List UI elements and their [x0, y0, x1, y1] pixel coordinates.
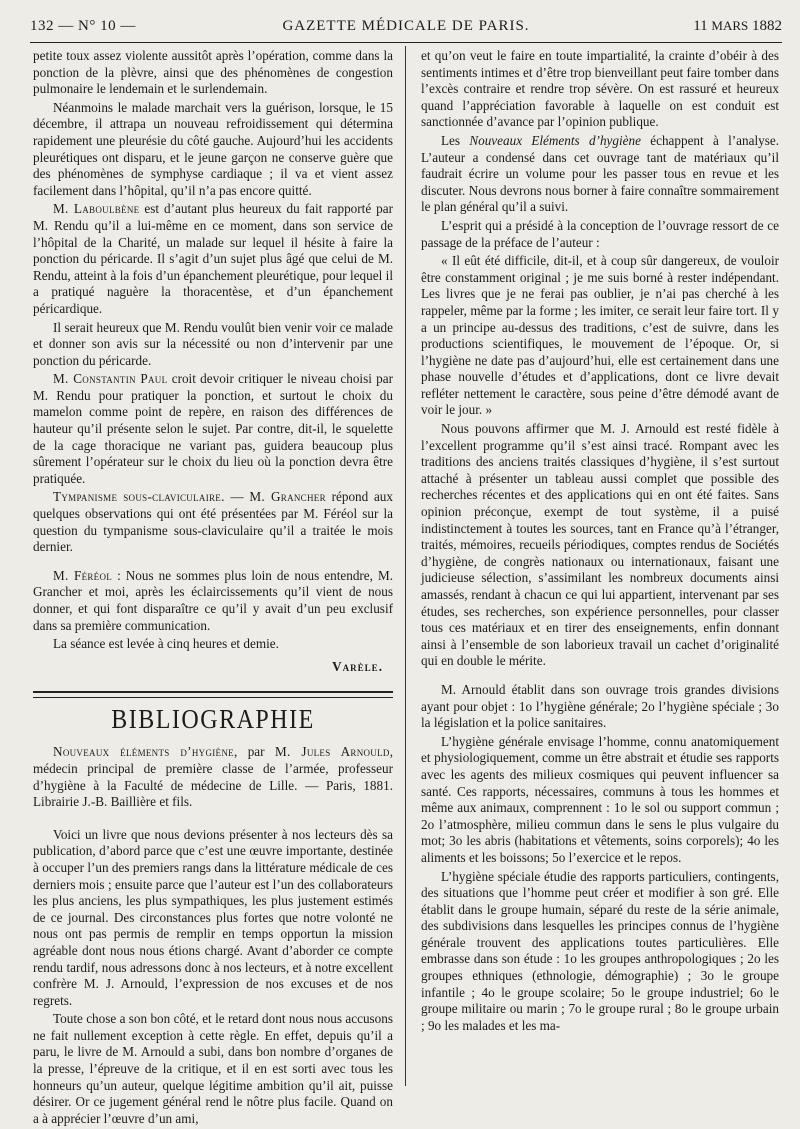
journal-title: GAZETTE MÉDICALE DE PARIS. [282, 18, 530, 34]
paragraph-text: échappent à l’analyse. L’auteur a condensé dans cet ouvrage tant de matériaux qu’il faudrait écrire un volume pour les passer tous en revue et les discuter. Nous devrons nous borner à faire connaître sommairement le plan général qu’il a suivi. [421, 132, 779, 215]
paragraph [421, 133, 779, 216]
speaker-name: M. Constantin Paul [53, 371, 168, 387]
paragraph: L’esprit qui a présidé à la conception de l’ouvrage ressort de ce passage de la préface de l’auteur : [421, 217, 779, 250]
issue-date [693, 18, 782, 35]
book-title: Nouveaux éléments d’hygiène [53, 744, 234, 760]
author-name: M. Jules Arnould [275, 744, 390, 760]
date-year: 1882 [752, 18, 782, 34]
section-separator [33, 691, 393, 698]
paragraph: Toute chose a son bon côté, et le retard dont nous nous accusons ne fait nullement exception à cette règle. En effet, depuis qu’il a paru, le livre de M. Arnould a subi, dans bon nombre d’organes de la presse, l’épreuve de la critique, et il en est sorti avec tous les honneurs qu’un auteur, quelque légitime ambition qu’il ait, puisse désirer. Or ce jugement général rend le nôtre plus facile. Quand on a à apprécier l’œuvre d’un ami, [33, 1011, 393, 1126]
paragraph-text: Les [441, 132, 470, 148]
paragraph: L’hygiène spéciale étudie des rapports particuliers, contingents, des situations que l’homme peut créer et modifier à son gré. Elle établit dans le groupe humain, séparé du reste de la série animale, des subdivisions dans lesquelles les principes connus de l’hygiène générale trouvent des applications toutes particulières. Elle embrasse dans son étude : 1o les groupes anthropologiques ; 2o les groupes ethniques (ethnologie, démographie) ; 3o le groupe infantile ; 4o le groupe scolaire; 5o le groupe industriel; 6o le groupe militaire ou marin ; 7o le groupe rural ; 8o le groupe urbain ; 9o les malades et les ma- [421, 868, 779, 1033]
header-rule [30, 42, 782, 43]
paragraph: M. Arnould établit dans son ouvrage trois grandes divisions ayant pour objet : 1o l’hygiène générale; 2o l’hygiène spéciale ; 3o la législation et la police sanitaires. [421, 681, 779, 731]
page-header [30, 18, 782, 40]
paragraph: L’hygiène générale envisage l’homme, connu anatomiquement et physiologiquement, comme un être abstrait et étudie ses rapports avec les agents des milieux cosmiques qui peuvent influencer sa santé. Ces rapports, nécessaires, communs à tous les hommes et même aux animaux, comprennent : 1o le sol ou support commun ; 2o l’atmosphère, milieu commun dans le sens le plus vulgaire du mot; 3o les abris (habitations et vêtements, soins corporels); 4o les aliments et les boissons; 5o l’exercice et le repos. [421, 733, 779, 865]
signature: Varèle. [332, 658, 383, 674]
paragraph [33, 371, 393, 487]
page-number: 132 — N° 10 — [30, 18, 136, 34]
by: , par [233, 744, 276, 760]
paragraph: Il serait heureux que M. Rendu voulût bien venir voir ce malade et donner son avis sur la nécessité ou non d’intervenir par une ponction du péricarde. [33, 319, 393, 368]
speaker-name: M. Féréol [53, 567, 113, 583]
date-month: MARS [711, 18, 749, 33]
speaker-name: M. Laboulbène [53, 201, 140, 217]
bibliography-details: , médecin principal de première classe de l’armée, professeur d’hygiène à la Faculté de médecine de Lille. — Paris, 1881. Librairie J.-B. Baillière et fils. [33, 744, 393, 810]
paragraph-text: : Nous ne sommes plus loin de nous entendre, M. Grancher et moi, après les éclaircissements qu’il vient de nous donner, et qui font disparaître ce qu’il y avait d’un peu exclusif dans sa première communication. [33, 567, 393, 633]
bibliography-entry [33, 744, 393, 810]
paragraph: et qu’on veut le faire en toute impartialité, la crainte d’obéir à des sentiments intimes et d’être trop bienveillant peut faire tomber dans l’excès contraire et rendre trop sévère. On est rassuré et heureux quand l’appréciation favorable à laquelle on est conduit est sanctionnée d’avance par l’opinion publique. [421, 48, 779, 130]
paragraph: La séance est levée à cinq heures et demie. [53, 636, 279, 652]
quotation: « Il eût été difficile, dit-il, et à coup sûr dangereux, de vouloir être constamment original ; je me suis borné à rester indépendant. Les livres que je ne ferai pas oublier, je n’ai pas cherché à les rappeler, même par la forme ; les imiter, ce serait leur faire tort. Il y a un principe au-dessus des traditions, c’est de suivre, dans les productions scientifiques, le mouvement de l’époque. Or, si l’hygiène ne date pas d’aujourd’hui, elle est certainement dans une phase nouvelle d’études et d’applications, dont ce livre devait refléter nettement le caractère, sous peine d’être démodé avant de voir le jour. » [421, 253, 779, 418]
paragraph [33, 489, 393, 555]
paragraph: Néanmoins le malade marchait vers la guérison, lorsque, le 15 décembre, il attrapa un nouveau refroidissement qui détermina rapidement une pleurésie du côté gauche. Aujourd’hui les accidents pleurétiques ont disparu, et le jeune garçon ne conserve guère que des phénomènes de symphyse cardiaque ; il va et vient assez facilement dans l’hôpital, qu’il n’a pas encore quitté. [33, 99, 393, 198]
paragraph-text: est d’autant plus heureux du fait rapporté par M. Rendu qu’il a lui-même en ce moment, dans son service de l’hôpital de la Charité, un malade sur lequel il hésite à faire la ponction du péricarde. Il s’agit d’un sujet plus âgé que celui de M. Rendu, atteint à la fois d’un épanchement pleurétique, pour lequel il a pratiqué naguère la thoracentèse, et d’un épanchement péricardique. [33, 201, 393, 316]
book-title: Nouveaux Eléments d’hygiène [469, 132, 641, 148]
section-title: BIBLIOGRAPHIE [111, 705, 315, 736]
topic-title: Tympanisme sous-claviculaire. [53, 489, 225, 505]
paragraph: petite toux assez violente aussitôt après l’opération, comme dans la ponction de la plèvre, ainsi que des phénomènes de congestion pulmonaire le lendemain et le surlendemain. [33, 48, 393, 97]
paragraph [33, 568, 393, 634]
paragraph [33, 201, 393, 317]
speaker-name: M. Grancher [249, 489, 326, 505]
paragraph: Nous pouvons affirmer que M. J. Arnould est resté fidèle à l’excellent programme qu’il s’est ainsi tracé. Rompant avec les traditions des anciens traités classiques d’hygiène, il s’est surtout attaché à présenter un tableau aussi complet que possible des recherches récentes et des applications qui en ont été faites. Sans opinion préconçue, exempt de tout système, il a puisé indistinctement à toutes les sources, tant en France qu’à l’étranger, traités, mémoires, recueils périodiques, comptes rendus de Sociétés d’hygiène, de congrès nationaux ou internationaux, faisant une judicieuse sélection, s’assimilant les nombreux documents ainsi amassés, rendant à chacun ce qui lui appartient, intervenant par ses études, ses recherches, son expérience personnelles, pour classer tous ces matériaux et en tirer des enseignements, enfin donnant ainsi à l’ensemble de son laborieux travail un cachet d’originalité qui en double le mérite. [421, 421, 779, 669]
dash: — [224, 489, 250, 505]
right-column [421, 48, 779, 1036]
column-divider [405, 46, 406, 1086]
paragraph-text: répond aux quelques observations qui ont été présentées par M. Féréol sur la question du tympanisme sous-claviculaire qu’il a traitée le mois dernier. [33, 489, 393, 555]
paragraph: Voici un livre que nous devions présenter à nos lecteurs dès sa publication, d’abord parce que c’est une œuvre importante, destinée à occuper l’un des premiers rangs dans la littérature médicale de ces derniers mois ; ensuite parce que l’auteur est l’un des collaborateurs les plus anciens, les plus sympathiques, les plus justement estimés de ce journal. Des circonstances plus fortes que notre volonté ne nous ont pas permis de remplir en temps opportun la mission agréable dont nous nous étions chargé. Avant d’aborder ce compte rendu tardif, nous adressons donc à nos lecteurs, et à notre excellent confrère M. J. Arnould, l’expression de nos excuses et de nos regrets. [33, 826, 393, 1008]
left-column [33, 48, 393, 1129]
date-day: 11 [693, 18, 708, 34]
paragraph-text: croit devoir critiquer le niveau choisi par M. Rendu pour pratiquer la ponction, et surtout le choix du mamelon comme point de repère, en raison des différences de hauteur qu’il présente selon le sujet. Par contre, dit-il, le squelette de la cage thoracique ne variant pas, guidera beaucoup plus sûrement l’opérateur sur le choix du lieu où la ponction devra être pratiquée. [33, 371, 393, 486]
